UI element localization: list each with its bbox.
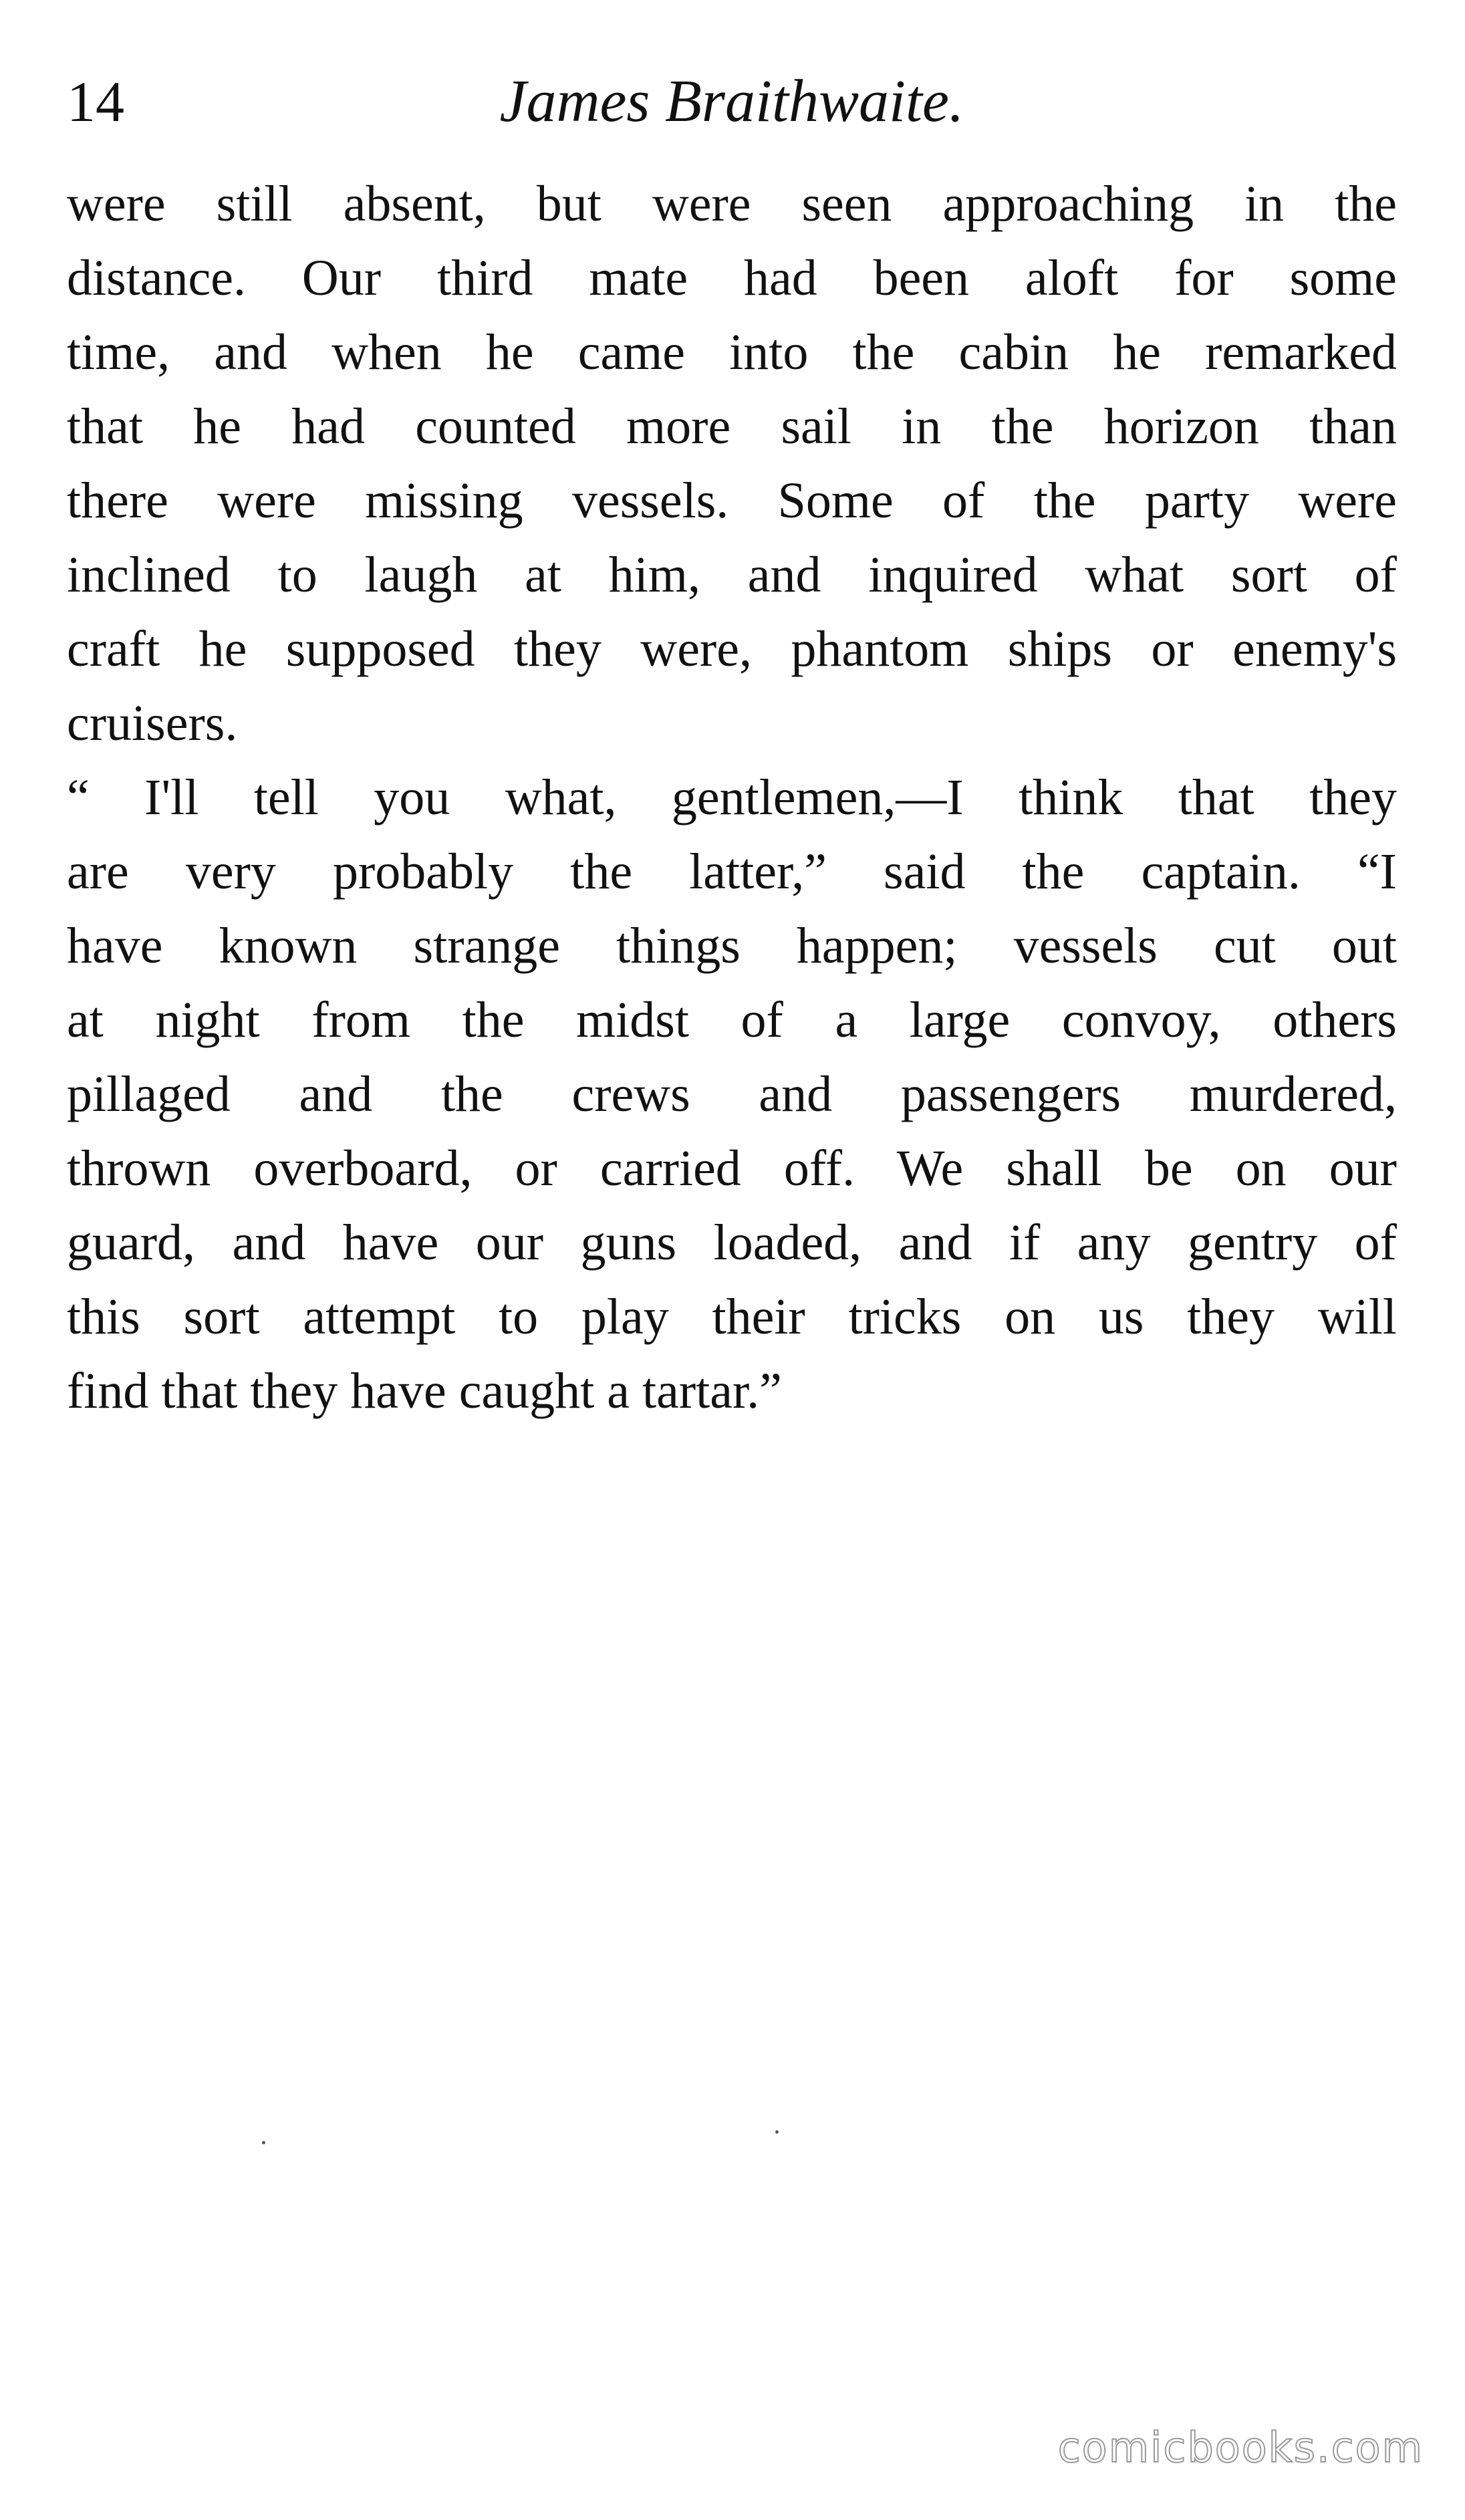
- text-line: pillaged and the crews and passengers murdered,: [67, 1066, 1397, 1122]
- print-speck: [775, 2130, 779, 2134]
- text-line: “ I'll tell you what, gentlemen,—I think that they: [67, 769, 1397, 826]
- page-number: 14: [67, 70, 124, 134]
- text-line: cruisers.: [67, 695, 238, 751]
- text-line: thrown overboard, or carried off. We shall be on our: [67, 1140, 1397, 1196]
- text-line: were still absent, but were seen approaching in the: [67, 176, 1397, 232]
- text-line: there were missing vessels. Some of the party were: [67, 473, 1397, 529]
- text-line: find that they have caught a tartar.”: [67, 1363, 782, 1419]
- body-text: [67, 167, 1397, 1428]
- text-line: distance. Our third mate had been aloft for some: [67, 250, 1397, 306]
- text-line: at night from the midst of a large convoy, others: [67, 992, 1397, 1048]
- print-speck: [262, 2141, 265, 2144]
- watermark: comicbooks.com: [1057, 2423, 1424, 2472]
- text-line: have known strange things happen; vessels cut out: [67, 918, 1397, 974]
- text-line: are very probably the latter,” said the captain. “I: [67, 844, 1397, 900]
- paragraph-2: [67, 761, 1397, 1428]
- running-title: James Braithwaite.: [499, 68, 964, 134]
- paragraph-1: [67, 167, 1397, 761]
- text-line: guard, and have our guns loaded, and if any gentry of: [67, 1215, 1397, 1271]
- text-line: inclined to laugh at him, and inquired what sort of: [67, 547, 1397, 603]
- text-line: craft he supposed they were, phantom ships or enemy's: [67, 621, 1397, 677]
- text-line: that he had counted more sail in the horizon than: [67, 398, 1397, 455]
- running-head: [67, 61, 1397, 142]
- text-line: time, and when he came into the cabin he remarked: [67, 324, 1397, 380]
- text-line: this sort attempt to play their tricks on us they will: [67, 1289, 1397, 1345]
